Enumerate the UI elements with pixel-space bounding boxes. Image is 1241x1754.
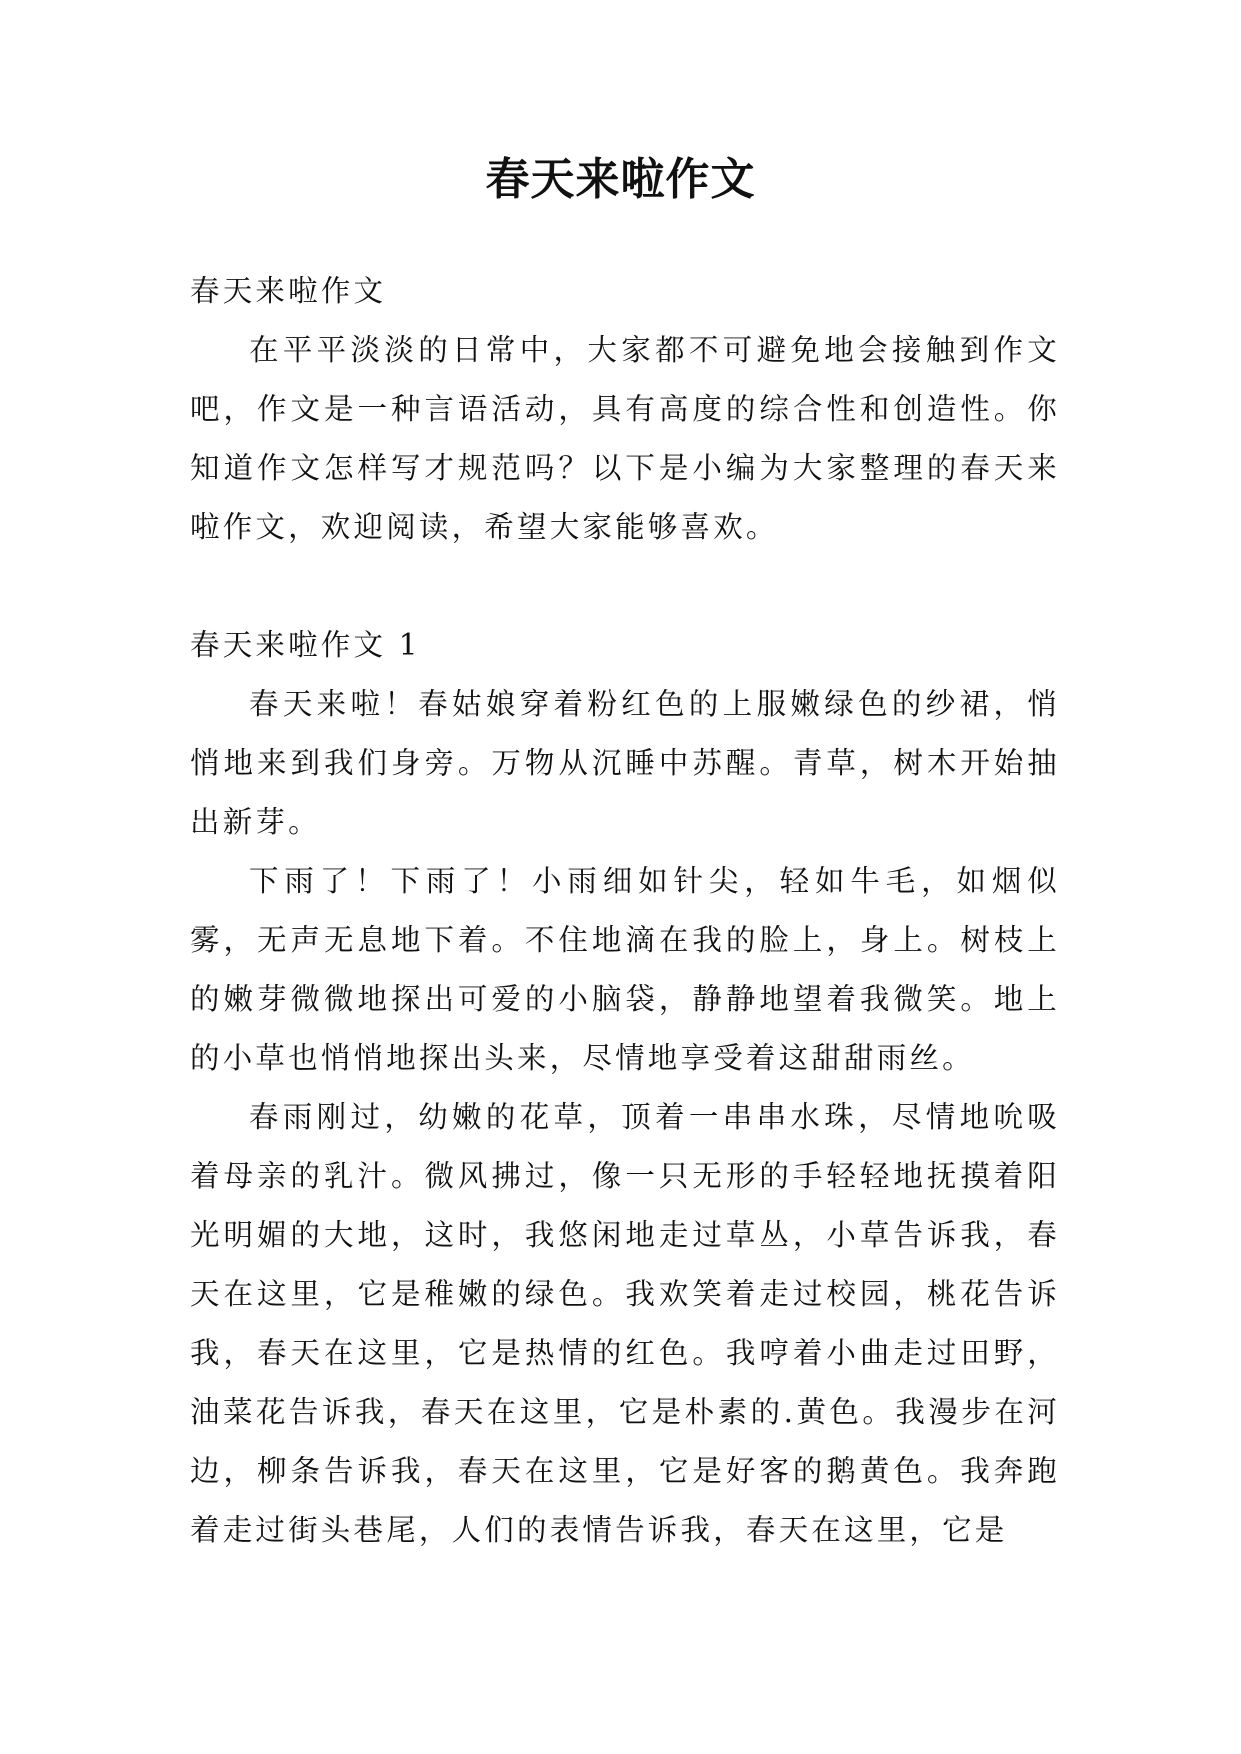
- section-heading: 春天来啦作文 1: [190, 628, 421, 662]
- paragraph: 春雨刚过，幼嫩的花草，顶着一串串水珠，尽情地吮吸着母亲的乳汁。微风拂过，像一只无形的手轻轻地抚摸着阳光明媚的大地，这时，我悠闲地走过草丛，小草告诉我，春天在这里，它是稚嫩的绿色。我欢笑着走过校园，桃花告诉我，春天在这里，它是热情的红色。我哼着小曲走过田野，油菜花告诉我，春天在这里，它是朴素的.黄色。我漫步在河边，柳条告诉我，春天在这里，它是好客的鹅黄色。我奔跑着走过街头巷尾，人们的表情告诉我，春天在这里，它是: [190, 1100, 1060, 1547]
- intro-paragraph: 在平平淡淡的日常中，大家都不可避免地会接触到作文吧，作文是一种言语活动，具有高度的综合性和创造性。你知道作文怎样写才规范吗？以下是小编为大家整理的春天来啦作文，欢迎阅读，希望大家能够喜欢。: [190, 333, 1060, 544]
- section-spacer: [190, 557, 1060, 616]
- intro-heading: 春天来啦作文: [190, 274, 387, 308]
- document-body: [190, 262, 1060, 1560]
- paragraph: 春天来啦！春姑娘穿着粉红色的上服嫩绿色的纱裙，悄悄地来到我们身旁。万物从沉睡中苏醒。青草，树木开始抽出新芽。: [190, 687, 1060, 839]
- document-title: 春天来啦作文: [485, 154, 756, 205]
- paragraph: 下雨了！下雨了！小雨细如针尖，轻如牛毛，如烟似雾，无声无息地下着。不住地滴在我的脸上，身上。树枝上的嫩芽微微地探出可爱的小脑袋，静静地望着我微笑。地上的小草也悄悄地探出头来，尽情地享受着这甜甜雨丝。: [190, 864, 1060, 1075]
